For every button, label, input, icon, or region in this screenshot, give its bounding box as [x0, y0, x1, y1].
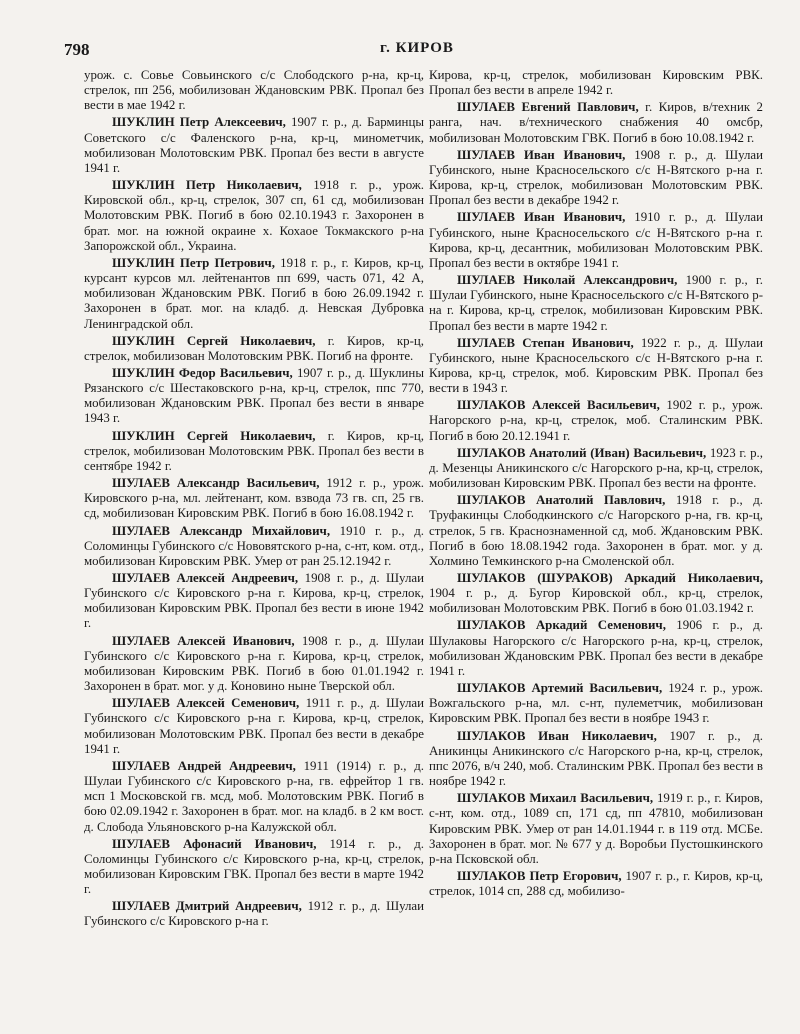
entry-text: 1912 г. р., д. Шулаи Губинского с/с Кировского р-на г.	[84, 899, 425, 929]
entry	[429, 618, 763, 679]
entry-name: ШУКЛИН Петр Николаевич,	[112, 178, 302, 193]
entry-name: ШУКЛИН Петр Алексеевич,	[112, 115, 286, 130]
entry	[429, 210, 763, 271]
entry	[429, 446, 763, 491]
entry	[84, 696, 424, 757]
entry	[429, 68, 763, 98]
entry-name: ШУЛАКОВ Иван Николаевич,	[457, 728, 657, 743]
entry	[84, 476, 424, 521]
entry-text: г. Киров, кр-ц, стрелок, мобилизован Молотовским РВК. Погиб на фронте.	[84, 333, 424, 363]
entry	[429, 869, 763, 899]
entry-name: ШУЛАКОВ Артемий Васильевич,	[457, 681, 663, 696]
entry	[84, 115, 424, 176]
entry-text: 1907 г. р., г. Киров, кр-ц, стрелок, 1014 сп, 288 сд, мобилизо-	[429, 868, 763, 899]
entry-text: 1908 г. р., д. Шулаи Губинского с/с Кировского р-на г. Кирова, кр-ц, стрелок, мобилизован Кировским РВК. Погиб в бою 01.01.1942 г. Захоронен в брат. мог. у д. Коновино ныне Тверской обл.	[84, 633, 425, 694]
entry-name: ШУЛАКОВ Алексей Васильевич,	[457, 398, 660, 413]
entry-text: 1918 г. р., г. Киров, кр-ц, курсант курсов мл. лейтенантов пп 699, часть 071, 42 А, мобилизован Ждановским РВК. Погиб в бою 26.09.1942 г. Захоронен в брат. мог. на кладб. д. Невская Дубровка Ленинградской обл.	[84, 255, 425, 331]
entry-text: 1902 г. р., урож. Нагорского р-на, кр-ц, стрелок, моб. Сталинским РВК. Погиб в бою 20.12.1941 г.	[429, 398, 763, 443]
entry-text: 1910 г. р., д. Соломинцы Губинского с/с Нововятского р-на, с-нт, ком. отд., мобилизован Кировским РВК. Умер от ран 25.12.1942 г.	[84, 523, 424, 568]
entry	[84, 429, 424, 474]
entry-text: г. Киров, в/техник 2 ранга, нач. в/технического снабжения 40 омсбр, мобилизован Молотовским ГВК. Погиб в бою 10.08.1942 г.	[429, 100, 764, 145]
entry-name: ШУЛАКОВ (ШУРАКОВ) Аркадий Николаевич,	[457, 571, 763, 585]
entry-name: ШУЛАКОВ Петр Егорович,	[457, 868, 622, 883]
entry-text: Кирова, кр-ц, стрелок, мобилизован Кировским РВК. Пропал без вести в апреле 1942 г.	[429, 68, 763, 98]
entry	[84, 634, 424, 695]
entry-name: ШУЛАЕВ Иван Иванович,	[457, 210, 626, 225]
entry	[429, 571, 763, 616]
entry	[429, 148, 763, 209]
entry	[429, 336, 763, 397]
page-number: 798	[64, 40, 90, 59]
entry	[84, 366, 424, 427]
entry-text: 1908 г. р., д. Шулаи Губинского, ныне Красносельского с/с Н-Вятского р-на г. Кирова, кр-ц, стрелок, мобилизован Молотовским РВК. Пропал без вести в декабре 1942 г.	[429, 147, 764, 208]
entry-name: ШУКЛИН Федор Васильевич,	[112, 365, 293, 380]
entry-text: 1919 г. р., г. Киров, с-нт, ком. отд., 1089 сп, 171 сд, пп 47810, мобилизован Кировским РВК. Умер от ран 14.01.1944 г. в 119 отд. МСБе. Захоронен в брат. мог. № 677 у д. Воробьи Пустошкинского р-на Псковской обл.	[429, 791, 763, 866]
entry-text: 1914 г. р., д. Соломинцы Губинского с/с Кировского р-на, кр-ц, стрелок, мобилизован Кировским ГВК. Пропал без вести в марте 1942 г.	[84, 836, 424, 897]
entry-name: ШУЛАЕВ Иван Иванович,	[457, 147, 626, 162]
entry-text: 1922 г. р., д. Шулаи Губинского, ныне Красносельского с/с Н-Вятского р-на г. Кирова, кр-ц, стрелок, моб. Кировским РВК. Пропал без вести в 1943 г.	[429, 335, 763, 396]
entry-name: ШУЛАЕВ Александр Михайлович,	[112, 523, 331, 538]
entry-name: ШУЛАЕВ Андрей Андреевич,	[112, 758, 296, 773]
entry	[429, 100, 763, 145]
entry	[84, 571, 424, 632]
running-head: г. КИРОВ	[380, 40, 454, 56]
entry-name: ШУЛАКОВ Аркадий Семенович,	[457, 618, 666, 633]
entry-name: ШУЛАЕВ Александр Васильевич,	[112, 476, 320, 491]
entry-text: 1907 г. р., д. Барминцы Советского с/с Фаленского р-на, кр-ц, минометчик, мобилизован Молотовским РВК. Пропал без вести в августе 1941 г.	[84, 115, 424, 175]
entry-text: г. Киров, кр-ц, стрелок, мобилизован Молотовским РВК. Пропал без вести в сентябре 1942 г.	[84, 428, 424, 473]
entry-name: ШУЛАЕВ Степан Иванович,	[457, 335, 634, 350]
entry	[429, 681, 763, 726]
entry-name: ШУЛАЕВ Николай Александрович,	[457, 273, 678, 288]
entry-name: ШУЛАЕВ Алексей Иванович,	[112, 633, 295, 648]
entry-text: 1910 г. р., д. Шулаи Губинского, ныне Красносельского с/с Н-Вятского р-на г. Кирова, кр-ц, десантник, мобилизован Молотовским РВК. Пропал без вести в октябре 1941 г.	[429, 210, 764, 270]
entry	[84, 68, 424, 113]
entry-name: ШУЛАКОВ Анатолий Павлович,	[457, 493, 666, 508]
entry-name: ШУЛАЕВ Евгений Павлович,	[457, 100, 639, 115]
entry	[84, 759, 424, 835]
entry-text: 1900 г. р., г. Шулаи Губинского, ныне Красносельского с/с Н-Вятского р-на г. Кирова, кр-ц, стрелок, мобилизован Кировским РВК. Пропал без вести в марте 1942 г.	[429, 273, 763, 333]
entry-name: ШУЛАКОВ Михаил Васильевич,	[457, 791, 654, 806]
entry	[84, 524, 424, 569]
entry-text: 1908 г. р., д. Шулаи Губинского с/с Кировского р-на г. Кирова, кр-ц, стрелок, мобилизован Кировским РВК. Пропал без вести в июне 1942 г.	[84, 571, 424, 631]
entry-text: 1918 г. р., урож. Кировской обл., кр-ц, стрелок, 307 сп, 61 сд, мобилизован Молотовским РВК. Погиб в бою 02.10.1943 г. Захоронен в брат. мог. на южной окраине х. Кохаое Токмакского р-на Запорожской обл., Украина.	[84, 178, 424, 253]
entry-name: ШУКЛИН Сергей Николаевич,	[112, 428, 316, 443]
entry-text: 1907 г. р., д. Аникинцы Аникинского с/с Нагорского р-на, кр-ц, стрелок, ппс 2076, в/ч 240, моб. Сталинским РВК. Пропал без вести в ноябре 1942 г.	[429, 728, 763, 789]
entry-name: ШУЛАЕВ Дмитрий Андреевич,	[112, 899, 302, 914]
entry-text: 1911 г. р., д. Шулаи Губинского с/с Кировского р-на г. Кирова, кр-ц, стрелок, мобилизован Молотовским РВК. Пропал без вести в декабре 1941 г.	[84, 696, 425, 756]
entry-name: ШУКЛИН Сергей Николаевич,	[112, 333, 316, 348]
entry-text: 1904 г. р., д. Бугор Кировской обл., кр-ц, стрелок, мобилизован Молотовским РВК. Погиб в бою 01.03.1942 г.	[429, 586, 763, 616]
entry	[429, 493, 763, 569]
entry-name: ШУЛАЕВ Алексей Андреевич,	[112, 571, 299, 585]
entry	[84, 178, 424, 254]
entry-text: 1911 (1914) г. р., д. Шулаи Губинского с/с Кировского р-на, гв. ефрейтор 1 гв. мсп 1 Московской гв. мсд, моб. Молотовским РВК. Погиб в бою 02.09.1942 г. Захоронен в брат. мог. на кладб. в 2 км вост. д. Слобода Ульяновского р-на Калужской обл.	[84, 758, 425, 834]
entry-name: ШУЛАЕВ Алексей Семенович,	[112, 696, 300, 711]
entry	[84, 256, 424, 332]
entry-text: 1924 г. р., урож. Вожгальского р-на, мл. с-нт, пулеметчик, мобилизован Кировским РВК. Пропал без вести в ноябре 1943 г.	[429, 681, 764, 726]
entry-text: 1923 г. р., д. Мезенцы Аникинского с/с Нагорского р-на, кр-ц, стрелок, мобилизован Кировским РВК. Пропал без вести на фронте.	[429, 445, 763, 491]
entry	[429, 273, 763, 334]
entry-text: 1907 г. р., д. Шуклины Рязанского с/с Шестаковского р-на, кр-ц, стрелок, ппс 770, мобилизован Ждановским РВК. Пропал без вести в январе 1943 г.	[84, 365, 424, 426]
right-column	[429, 68, 763, 901]
entry-text: 1918 г. р., д. Труфакинцы Слободкинского с/с Нагорского р-на, гв. кр-ц, стрелок, 5 гв. Краснознаменной сд, моб. Ждановским РВК. Погиб в бою 18.08.1942 года. Захоронен в брат. мог. у д. Холмино Темкинского р-на Смоленской обл.	[429, 493, 763, 568]
entry-text: 1906 г. р., д. Шулаковы Нагорского с/с Нагорского р-на, кр-ц, стрелок, мобилизован Ждановским РВК. Пропал без вести в декабре 1941 г.	[429, 618, 763, 678]
entry	[84, 899, 424, 929]
entry	[429, 398, 763, 443]
entry-name: ШУКЛИН Петр Петрович,	[112, 255, 275, 270]
entry-text: 1912 г. р., урож. Кировского р-на, мл. лейтенант, ком. взвода 73 гв. сп, 25 гв. сд, мобилизован Кировским РВК. Погиб в бою 16.08.1942 г.	[84, 476, 425, 521]
entry-name: ШУЛАКОВ Анатолий (Иван) Васильевич,	[457, 445, 707, 460]
entry	[429, 729, 763, 790]
left-column	[84, 68, 424, 932]
entry-text: урож. с. Совье Совьинского с/с Слободского р-на, кр-ц, стрелок, пп 256, мобилизован Ждановским РВК. Пропал без вести в мае 1942 г.	[84, 68, 424, 113]
entry	[429, 791, 763, 867]
entry-name: ШУЛАЕВ Афонасий Иванович,	[112, 836, 317, 851]
entry	[84, 334, 424, 364]
entry	[84, 837, 424, 898]
